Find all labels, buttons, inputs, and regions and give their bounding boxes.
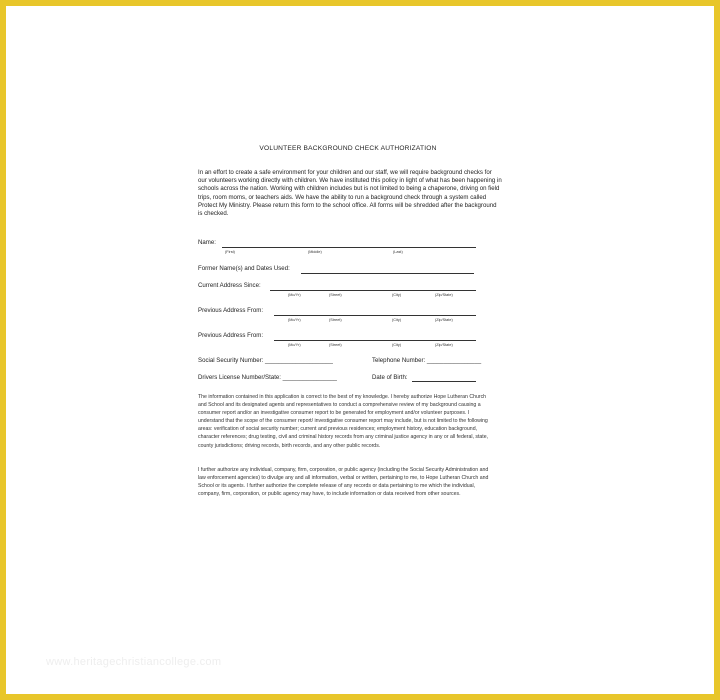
intro-line: Protect My Ministry. Please return this form to the school office. All forms will be shredded after the background bbox=[198, 201, 497, 209]
page-frame bbox=[6, 6, 714, 694]
intro-paragraph bbox=[198, 169, 520, 218]
previous-address-1-field[interactable] bbox=[274, 315, 476, 316]
dob-label: Date of Birth: bbox=[372, 374, 408, 381]
former-names-field[interactable] bbox=[301, 273, 474, 274]
legal-line: law enforcement agencies) to divulge any and all information, verbal or written, pertaining to me, to Hope Lutheran Church and bbox=[198, 475, 489, 482]
current-address-sub-moyr: (Mo/Yr) bbox=[288, 293, 301, 297]
intro-line: is checked. bbox=[198, 210, 229, 218]
legal-line: county jurisdictions; driving records, birth records, and any other public records. bbox=[198, 442, 381, 449]
legal-line: consumer report and/or an investigative consumer report to be generated for employment and/or volunteer purposes. I bbox=[198, 410, 470, 417]
dob-field[interactable] bbox=[412, 381, 476, 382]
previous-address-1-sub-moyr: (Mo/Yr) bbox=[288, 318, 301, 322]
legal-line: The information contained in this application is correct to the best of my knowledge. I hereby authorize Hope Lutheran Church bbox=[198, 394, 487, 400]
legal-line: understand that the scope of the consumer report/ investigative consumer report may include, but is not limited to the following bbox=[198, 418, 488, 425]
current-address-sub-zipstate: (Zip/State) bbox=[435, 293, 453, 297]
previous-address-2-sub-zipstate: (Zip/State) bbox=[435, 343, 453, 347]
previous-address-2-sub-moyr: (Mo/Yr) bbox=[288, 343, 301, 347]
release-paragraph bbox=[198, 466, 528, 498]
current-address-sub-city: (City) bbox=[392, 293, 402, 297]
drivers-license-field[interactable]: Drivers License Number/State: ________________ bbox=[198, 374, 337, 381]
current-address-field[interactable] bbox=[270, 290, 476, 291]
legal-line: areas: verification of social security number; current and previous residences; employment history, education background, bbox=[198, 426, 478, 433]
telephone-field[interactable]: Telephone Number: ________________ bbox=[372, 357, 482, 364]
name-field[interactable] bbox=[222, 247, 476, 248]
previous-address-1-sub-street: (Street) bbox=[329, 318, 342, 322]
legal-line: character references; drug testing, civil and criminal history records from any criminal justice agency in any or all federal, state, bbox=[198, 434, 489, 441]
current-address-sub-street: (Street) bbox=[329, 293, 342, 297]
intro-line: trips, room moms, or teachers aids. We have the ability to run a background check through a system called bbox=[198, 193, 487, 201]
authorization-paragraph bbox=[198, 393, 528, 450]
intro-line: our volunteers working directly with children. We have instituted this policy in light of what has been happening in bbox=[198, 177, 502, 185]
current-address-label: Current Address Since: bbox=[198, 282, 261, 289]
ssn-field[interactable]: Social Security Number: ____________________ bbox=[198, 357, 333, 364]
legal-line: School or its agents. I further authorize the complete release of any records or data pertaining to me which the individual, bbox=[198, 483, 476, 490]
previous-address-1-sub-zipstate: (Zip/State) bbox=[435, 318, 453, 322]
previous-address-1-label: Previous Address From: bbox=[198, 307, 264, 314]
watermark: www.heritagechristiancollege.com bbox=[46, 656, 222, 668]
previous-address-2-sub-street: (Street) bbox=[329, 343, 342, 347]
name-sub-middle: (Middle) bbox=[308, 250, 322, 254]
name-label: Name: bbox=[198, 239, 216, 246]
legal-line: and School and its designated agents and representatives to conduct a comprehensive review of my background causing a bbox=[198, 402, 481, 409]
form-title: VOLUNTEER BACKGROUND CHECK AUTHORIZATION bbox=[259, 145, 437, 152]
intro-line: In an effort to create a safe environment for your children and our staff, we will require background checks for bbox=[198, 169, 492, 176]
name-sub-last: (Last) bbox=[393, 250, 403, 254]
previous-address-2-label: Previous Address From: bbox=[198, 332, 264, 339]
previous-address-1-sub-city: (City) bbox=[392, 318, 402, 322]
legal-line: I further authorize any individual, company, firm, corporation, or public agency (including the Social Security Administration and bbox=[198, 467, 489, 473]
previous-address-2-field[interactable] bbox=[274, 340, 476, 341]
former-names-label: Former Name(s) and Dates Used: bbox=[198, 265, 290, 272]
previous-address-2-sub-city: (City) bbox=[392, 343, 402, 347]
intro-line: schools across the nation. Working with children includes but is not limited to being a chaperone, driving on field bbox=[198, 185, 500, 193]
name-sub-first: (First) bbox=[225, 250, 235, 254]
legal-line: company, firm, corporation, or public agency may have, to include information or data received from other sources. bbox=[198, 491, 461, 498]
